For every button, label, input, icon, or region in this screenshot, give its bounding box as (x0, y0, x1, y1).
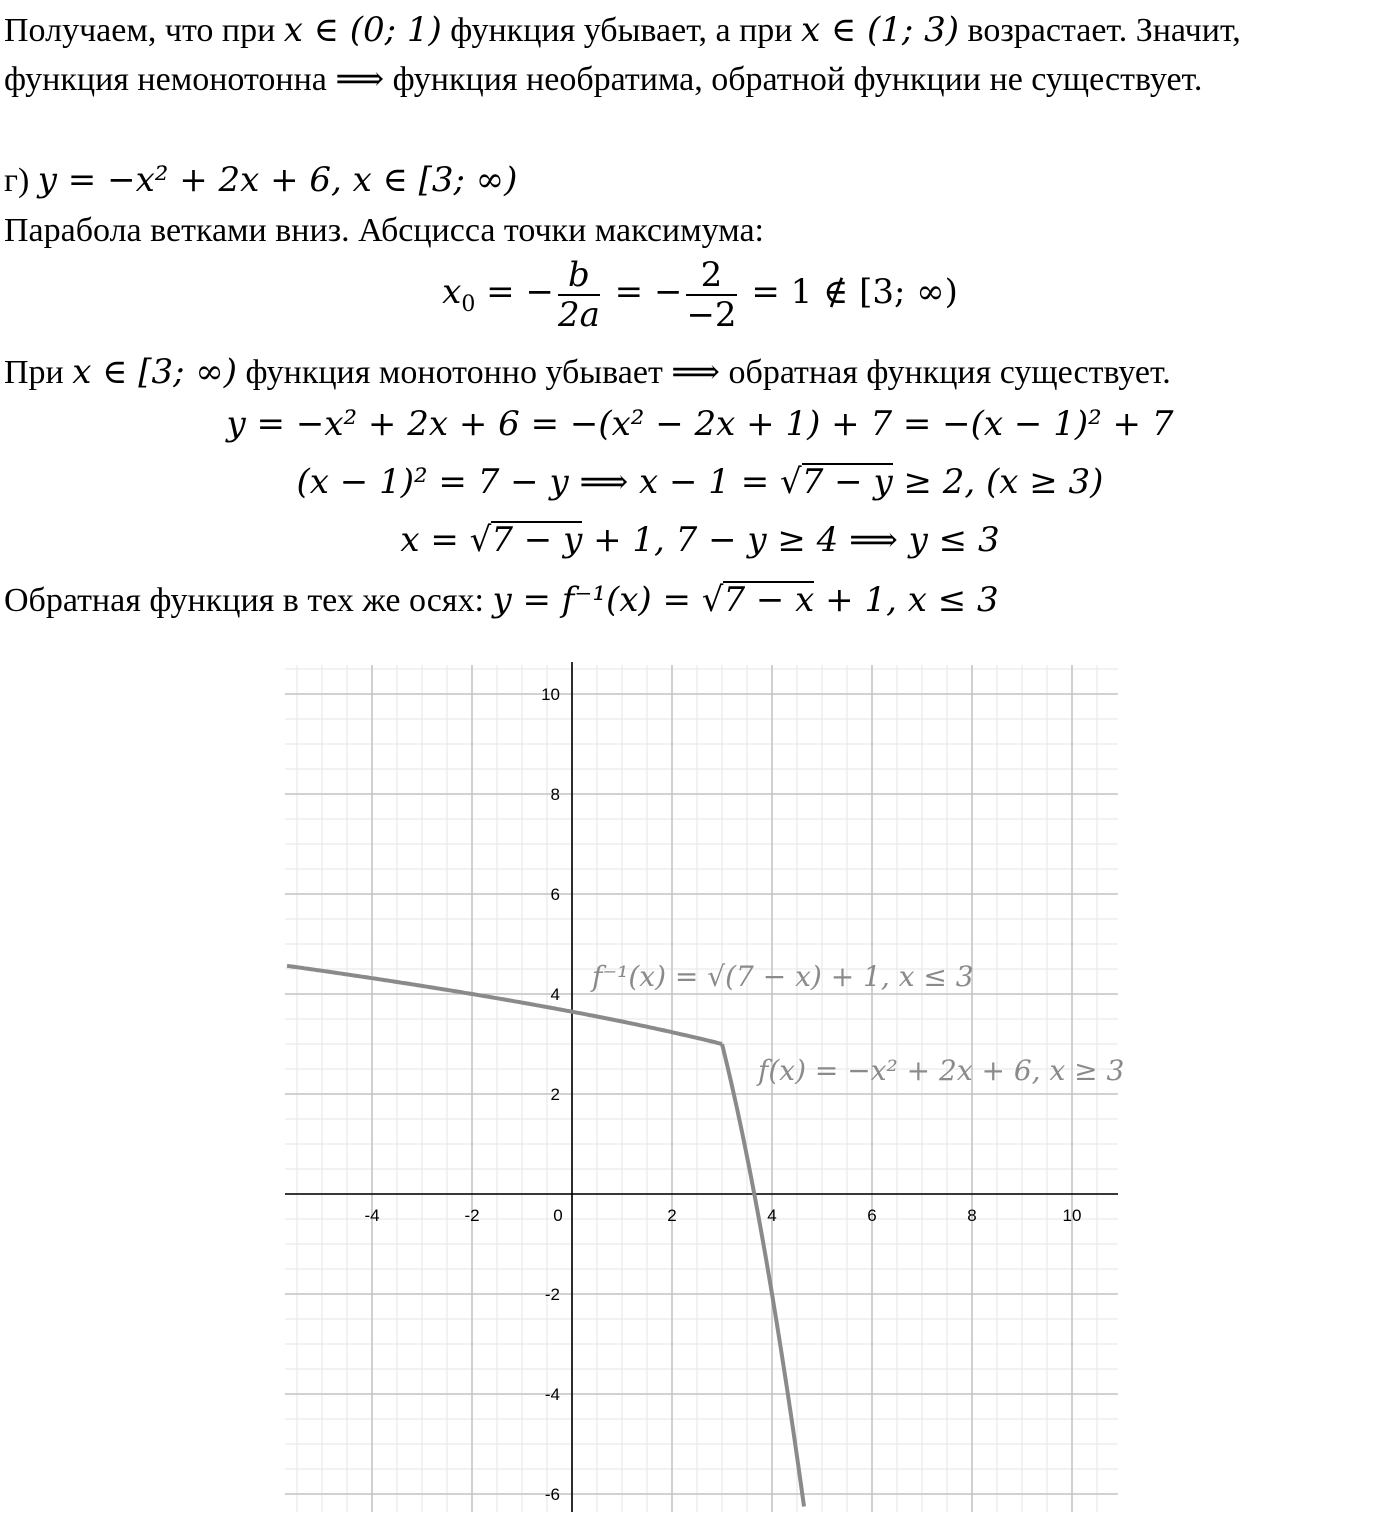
x-tick-label: 2 (667, 1206, 677, 1225)
math-fragment: y = f⁻¹(x) = √ (492, 580, 724, 620)
inverse-function-text (4, 580, 999, 621)
function-graph (280, 660, 1125, 1517)
math-interval-2: x ∈ (1; 3) (801, 10, 960, 50)
x-tick-label: 6 (867, 1206, 877, 1225)
text-fragment: Обратная функция в тех же осях: (4, 582, 493, 619)
y-tick-label: 2 (550, 1085, 560, 1104)
sqrt-radicand: 7 − y (801, 462, 893, 502)
part-label: г) (4, 162, 38, 199)
y-tick-label: 6 (550, 885, 560, 904)
fraction-b-2a (558, 256, 600, 334)
math-fragment: ≥ 2, (x ≥ 3) (892, 462, 1104, 502)
y-tick-label: -4 (544, 1385, 560, 1404)
text-line-1 (4, 10, 1241, 51)
minor-grid (285, 665, 1118, 1512)
fraction-numerator: b (558, 256, 600, 296)
curve-labels (590, 960, 1124, 1087)
fraction-denominator: −2 (686, 295, 737, 335)
function-curve (722, 1044, 804, 1507)
fraction-2-minus2 (686, 256, 736, 334)
vertex-formula (0, 256, 1400, 346)
y-tick-label: 4 (550, 985, 560, 1004)
math-fragment: = 1 ∉ [3; ∞) (740, 271, 958, 312)
x0-symbol: x (442, 271, 462, 312)
equation-3 (0, 520, 1400, 560)
curves (287, 966, 804, 1507)
x-tick-label: 0 (553, 1206, 563, 1225)
text-fragment: Получаем, что при (4, 12, 284, 49)
sqrt-radicand: 7 − y (491, 520, 583, 560)
math-fragment: + 1, x ≤ 3 (814, 580, 999, 620)
math-fragment: = − (475, 271, 554, 312)
x-tick-label: -4 (364, 1206, 380, 1225)
math-fragment: = − (603, 271, 683, 312)
part-heading (4, 160, 517, 201)
text-fragment: функция убывает, а при (441, 12, 801, 49)
math-fragment: (x − 1)² = 7 − y ⟹ x − 1 = √ (296, 462, 802, 502)
sqrt-radicand: 7 − x (723, 580, 815, 620)
part-function: y = −x² + 2x + 6, x ∈ [3; ∞) (37, 160, 518, 200)
fraction-numerator: 2 (686, 256, 736, 296)
y-tick-label: 8 (550, 785, 560, 804)
fraction-denominator: 2a (557, 295, 600, 335)
function-label: f(x) = −x² + 2x + 6, x ≥ 3 (758, 1054, 1125, 1087)
text-fragment: При (4, 354, 73, 391)
math-fragment: + 1, 7 − y ≥ 4 ⟹ y ≤ 3 (582, 520, 1000, 560)
math-interval-1: x ∈ (0; 1) (283, 10, 442, 50)
math-interval: x ∈ [3; ∞) (72, 352, 237, 392)
equation-2 (0, 462, 1400, 502)
x0-subscript: 0 (461, 291, 476, 317)
x-tick-label: 10 (1062, 1206, 1082, 1225)
y-tick-label: -6 (544, 1485, 560, 1504)
x-tick-label: 4 (767, 1206, 777, 1225)
text-fragment: возрастает. Значит, (959, 12, 1241, 49)
x-tick-label: -2 (464, 1206, 480, 1225)
major-grid (285, 665, 1118, 1512)
y-tick-label: -2 (544, 1285, 560, 1304)
x-tick-label: 8 (967, 1206, 977, 1225)
monotone-text (4, 352, 1171, 393)
axes (285, 662, 1118, 1512)
equation-1: y = −x² + 2x + 6 = −(x² − 2x + 1) + 7 = −(x − 1)² + 7 (226, 404, 1174, 444)
text-fragment: функция монотонно убывает ⟹ обратная функция существует. (236, 354, 1171, 391)
math-fragment: x = √ (400, 520, 492, 560)
parabola-text: Парабола ветками вниз. Абсцисса точки максимума: (4, 212, 764, 249)
inverse-function-label: f⁻¹(x) = √(7 − x) + 1, x ≤ 3 (592, 960, 974, 993)
text-line-2: функция немонотонна ⟹ функция необратима, обратной функции не существует. (4, 61, 1203, 98)
y-tick-label: 10 (541, 685, 560, 704)
